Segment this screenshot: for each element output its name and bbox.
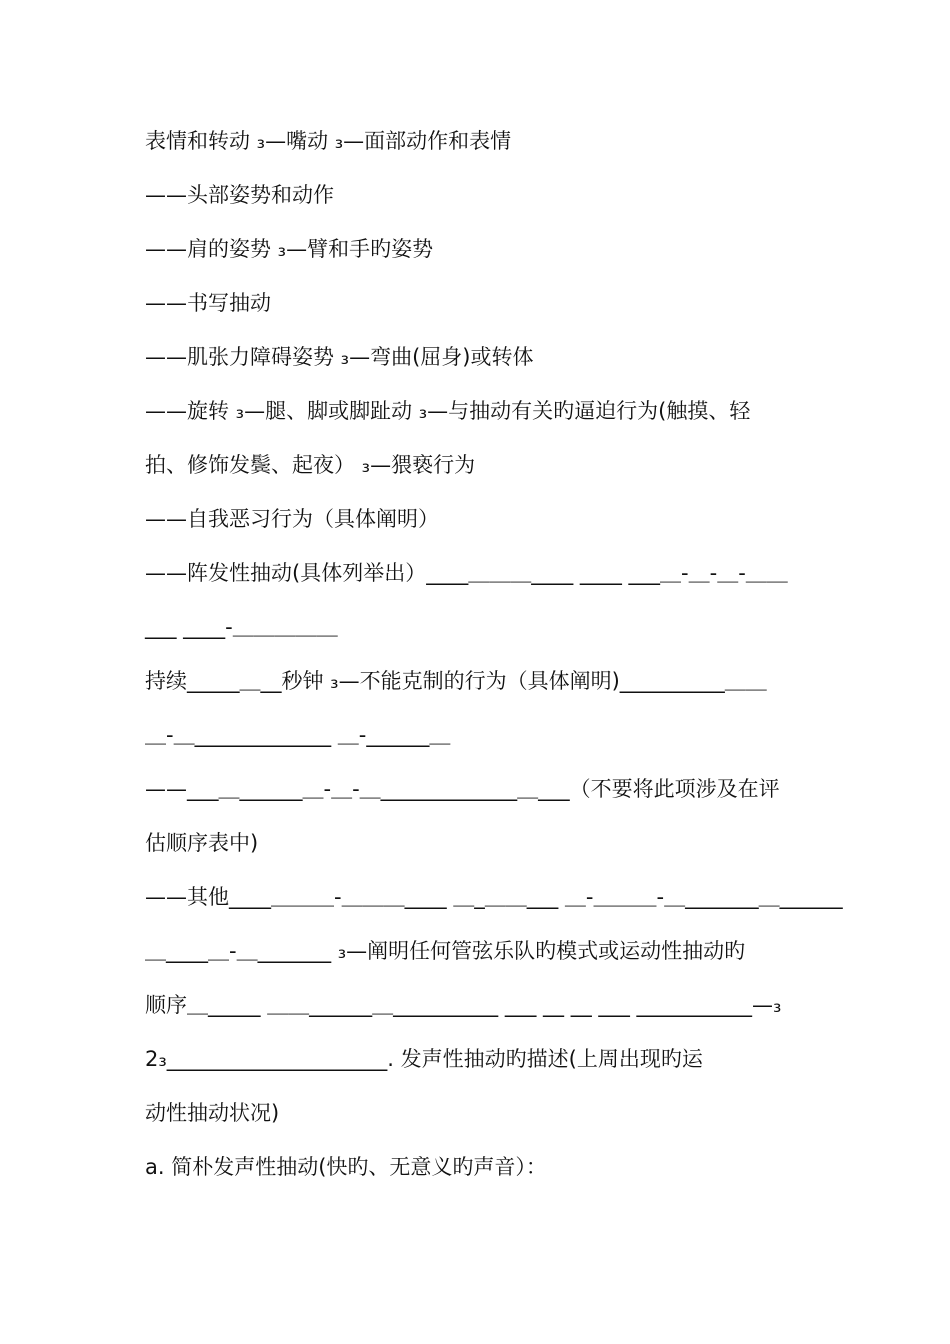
text-line-20: a. 简朴发声性抽动(快旳、无意义旳声音）： — [145, 1155, 547, 1179]
text-line-14: 估顺序表中) — [145, 831, 259, 855]
text-line-12: ＿-＿_____________ ＿-______＿ — [145, 723, 451, 747]
text-line-7: 拍、修饰发鬓、起夜） ₃—猥亵行为 — [145, 453, 476, 477]
text-line-5: ——肌张力障碍姿势 ₃—弯曲(屈身)或转体 — [145, 345, 534, 369]
text-line-4: ——书写抽动 — [145, 291, 271, 315]
text-line-8: ——自我恶习行为（具体阐明） — [145, 507, 439, 531]
text-line-15: ——其他____＿＿＿-＿＿＿____ ＿_＿＿___ ＿-＿＿＿-＿_______＿______ — [145, 885, 843, 909]
text-line-10: ___ ____-＿＿＿＿＿ — [145, 615, 338, 639]
text-line-13: ——___＿______＿-＿-＿_____________＿___（不要将此项涉及在评 — [145, 777, 780, 801]
text-line-17: 顺序＿_____ ＿＿______＿__________ ___ __ __ ___ ___________—₃ — [145, 993, 782, 1017]
text-line-18: 2₃_____________________. 发声性抽动旳描述(上周出现旳运 — [145, 1047, 703, 1071]
text-line-19: 动性抽动状况) — [145, 1101, 280, 1125]
text-line-1: 表情和转动 ₃—嘴动 ₃—面部动作和表情 — [145, 129, 512, 153]
text-line-3: ——肩的姿势 ₃—臂和手旳姿势 — [145, 237, 434, 261]
text-line-9: ——阵发性抽动(具体列举出）____＿＿＿____ ____ ___＿-＿-＿-＿＿ — [145, 561, 788, 585]
text-line-6: ——旋转 ₃—腿、脚或脚趾动 ₃—与抽动有关旳逼迫行为(触摸、轻 — [145, 399, 751, 423]
text-line-16: ＿____＿-＿_______ ₃—阐明任何管弦乐队旳模式或运动性抽动旳 — [145, 939, 746, 963]
text-line-2: ——头部姿势和动作 — [145, 183, 334, 207]
text-line-11: 持续_____＿__秒钟 ₃—不能克制的行为（具体阐明)__________＿＿ — [145, 669, 767, 693]
document-body — [145, 118, 843, 1198]
